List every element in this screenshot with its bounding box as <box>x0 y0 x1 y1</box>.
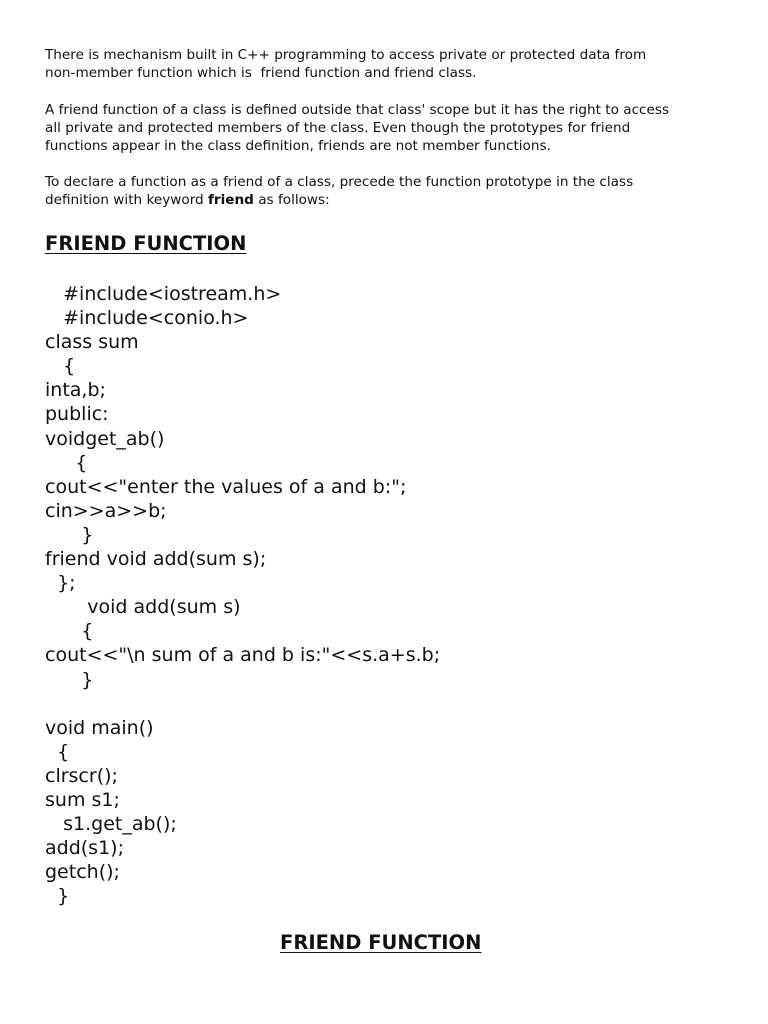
code-line: void add(sum s) <box>45 596 241 619</box>
code-line: }; <box>45 572 76 595</box>
code-line: inta,b; <box>45 379 106 402</box>
code-line: s1.get_ab(); <box>45 813 177 836</box>
code-line: } <box>45 523 94 546</box>
code-line: { <box>45 451 88 474</box>
intro-line <box>45 191 735 209</box>
intro-line: There is mechanism built in C++ programming to access private or protected data from <box>45 47 647 63</box>
code-line: { <box>45 355 76 378</box>
code-line: add(s1); <box>45 837 124 860</box>
code-line: cin>>a>>b; <box>45 499 167 522</box>
code-line: } <box>45 885 70 908</box>
code-line <box>45 692 735 716</box>
code-line: #include<conio.h> <box>45 307 249 330</box>
intro-paragraph-3 <box>45 173 735 209</box>
code-line: #include<iostream.h> <box>45 283 282 305</box>
intro-line: non-member function which is friend function and friend class. <box>45 65 477 81</box>
code-line: } <box>45 668 94 691</box>
code-line: { <box>45 620 94 643</box>
code-line: void main() <box>45 716 154 739</box>
intro-line: functions appear in the class definition, friends are not member functions. <box>45 138 551 154</box>
code-line: clrscr(); <box>45 764 118 787</box>
code-line: class sum <box>45 331 139 354</box>
code-listing <box>45 282 735 908</box>
intro-paragraph-2 <box>45 101 735 155</box>
intro-line: A friend function of a class is defined outside that class' scope but it has the right to access <box>45 102 670 118</box>
keyword-friend: friend <box>208 192 254 208</box>
code-line: voidget_ab() <box>45 427 165 450</box>
section-heading-friend-function: FRIEND FUNCTION <box>45 232 247 255</box>
code-line: getch(); <box>45 861 120 884</box>
intro-text: definition with keyword <box>45 192 208 208</box>
code-line: public: <box>45 403 109 426</box>
intro-text: as follows: <box>253 192 330 208</box>
intro-paragraph-1 <box>45 46 735 82</box>
section-heading-friend-function-2: FRIEND FUNCTION <box>280 931 482 954</box>
intro-line: To declare a function as a friend of a class, precede the function prototype in the class <box>45 174 634 190</box>
code-line: sum s1; <box>45 788 120 811</box>
code-line: { <box>45 740 70 763</box>
code-line: cout<<"enter the values of a and b:"; <box>45 475 407 498</box>
code-line: cout<<"\n sum of a and b is:"<<s.a+s.b; <box>45 644 441 667</box>
intro-line: all private and protected members of the class. Even though the prototypes for friend <box>45 120 631 136</box>
code-line: friend void add(sum s); <box>45 548 267 571</box>
